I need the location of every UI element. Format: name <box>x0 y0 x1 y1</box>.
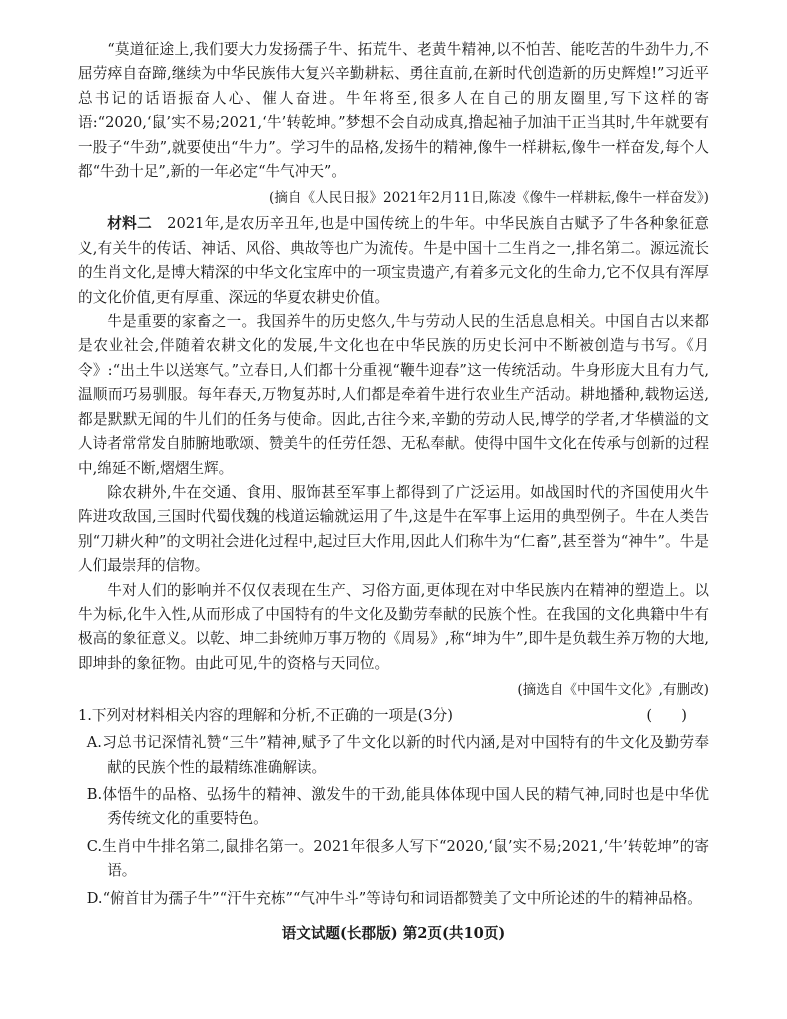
material2-source: (摘选自《中国牛文化》,有删改) <box>517 682 709 699</box>
material2-paragraph-2: 牛是重要的家畜之一。我国养牛的历史悠久,牛与劳动人民的生活息息相关。中国自古以来都是农业社会,伴随着农耕文化的发展,牛文化也在中华民族的历史长河中不断被创造与书写。《月令》:“出土牛以送寒气。”立春日,人们都十分重视“鞭牛迎春”这一传统活动。牛身形庞大且有力气,温顺而巧易驯服。每年春天,万物复苏时,人们都是牵着牛进行农业生产活动。耕地播种,载物运送,都是默默无闻的牛儿们的任务与使命。因此,古往今来,辛勤的劳动人民,博学的学者,才华横溢的文人诗者常常发自肺腑地歌颂、赞美牛的任劳任怨、无私奉献。使得中国牛文化在传承与创新的过程中,绵延不断,熠熠生辉。 <box>78 313 709 477</box>
material2-paragraph-3: 除农耕外,牛在交通、食用、服饰甚至军事上都得到了广泛运用。如战国时代的齐国使用火牛阵进攻敌国,三国时代蜀伐魏的栈道运输就运用了牛,这是牛在军事上运用的典型例子。牛在人类告别“刀耕火种”的文明社会进化过程中,起过巨大作用,因此人们称牛为“仁畜”,甚至誉为“神牛”。牛是人们最崇拜的信物。 <box>78 483 709 575</box>
material2-label: 材料二 <box>107 215 153 233</box>
option-c: C.生肖中牛排名第二,鼠排名第一。2021年很多人写下“2020,‘鼠’实不易;2021,‘牛’转乾坤”的寄语。 <box>86 837 709 880</box>
material1-source: (摘自《人民日报》2021年2月11日,陈凌《像牛一样耕耘,像牛一样奋发》) <box>268 190 709 207</box>
question-1 <box>78 704 709 911</box>
material1-paragraph: “莫道征途上,我们要大力发扬孺子牛、拓荒牛、老黄牛精神,以不怕苦、能吃苦的牛劲牛力,不屈劳瘁自奋蹄,继续为中华民族伟大复兴辛勤耕耘、勇往直前,在新时代创造新的历史辉煌!”习近平总书记的话语振奋人心、催人奋进。牛年将至,很多人在自己的朋友圈里,写下这样的寄语:“2020,‘鼠’实不易;2021,‘牛’转乾坤。”梦想不会自动成真,撸起袖子加油干正当其时,牛年就要有一股子“牛劲”,就要使出“牛力”。学习牛的品格,发扬牛的精神,像牛一样耕耘,像牛一样奋发,每个人都“牛劲十足”,新的一年必定“牛气冲天”。 <box>78 41 709 181</box>
option-b: B.体悟牛的品格、弘扬牛的精神、激发牛的干劲,能具体体现中国人民的精气神,同时也是中华优秀传统文化的重要特色。 <box>86 785 709 828</box>
material2-paragraph-4: 牛对人们的影响并不仅仅表现在生产、习俗方面,更体现在对中华民族内在精神的塑造上。以牛为标,化牛入性,从而形成了中国特有的牛文化及勤劳奉献的民族个性。在我国的文化典籍中牛有极高的象征意义。以乾、坤二卦统帅万事万物的《周易》,称“坤为牛”,即牛是负载生养万物的大地,即坤卦的象征物。由此可见,牛的资格与天同位。 <box>78 581 709 672</box>
material2-paragraph-1 <box>78 212 709 310</box>
option-a: A.习总书记深情礼赞“三牛”精神,赋予了牛文化以新的时代内涵,是对中国特有的牛文化及勤劳奉献的民族个性的最精练准确解读。 <box>86 734 709 776</box>
option-d: D.“俯首甘为孺子牛”“汗牛充栋”“气冲牛斗”等诗句和词语都赞美了文中所论述的牛的精神品格。 <box>86 889 702 907</box>
question-stem: 1.下列对材料相关内容的理解和分析,不正确的一项是(3分) <box>78 707 453 725</box>
answer-parentheses: ( ) <box>646 707 687 725</box>
material2-paragraph-1-text: 2021年,是农历辛丑年,也是中国传统上的牛年。中华民族自古赋予了牛各种象征意义,有关牛的传话、神话、风俗、典故等也广为流传。牛是中国十二生肖之一,排名第二。源远流长的生肖文化,是博大精深的中华文化宝库中的一项宝贵遗产,有着多元文化的生命力,它不仅具有浑厚的文化价值,更有厚重、深远的华夏农耕史价值。 <box>78 215 709 306</box>
question-stem-row <box>78 704 709 728</box>
page-footer: 语文试题(长郡版) 第2页(共10页) <box>281 925 506 942</box>
